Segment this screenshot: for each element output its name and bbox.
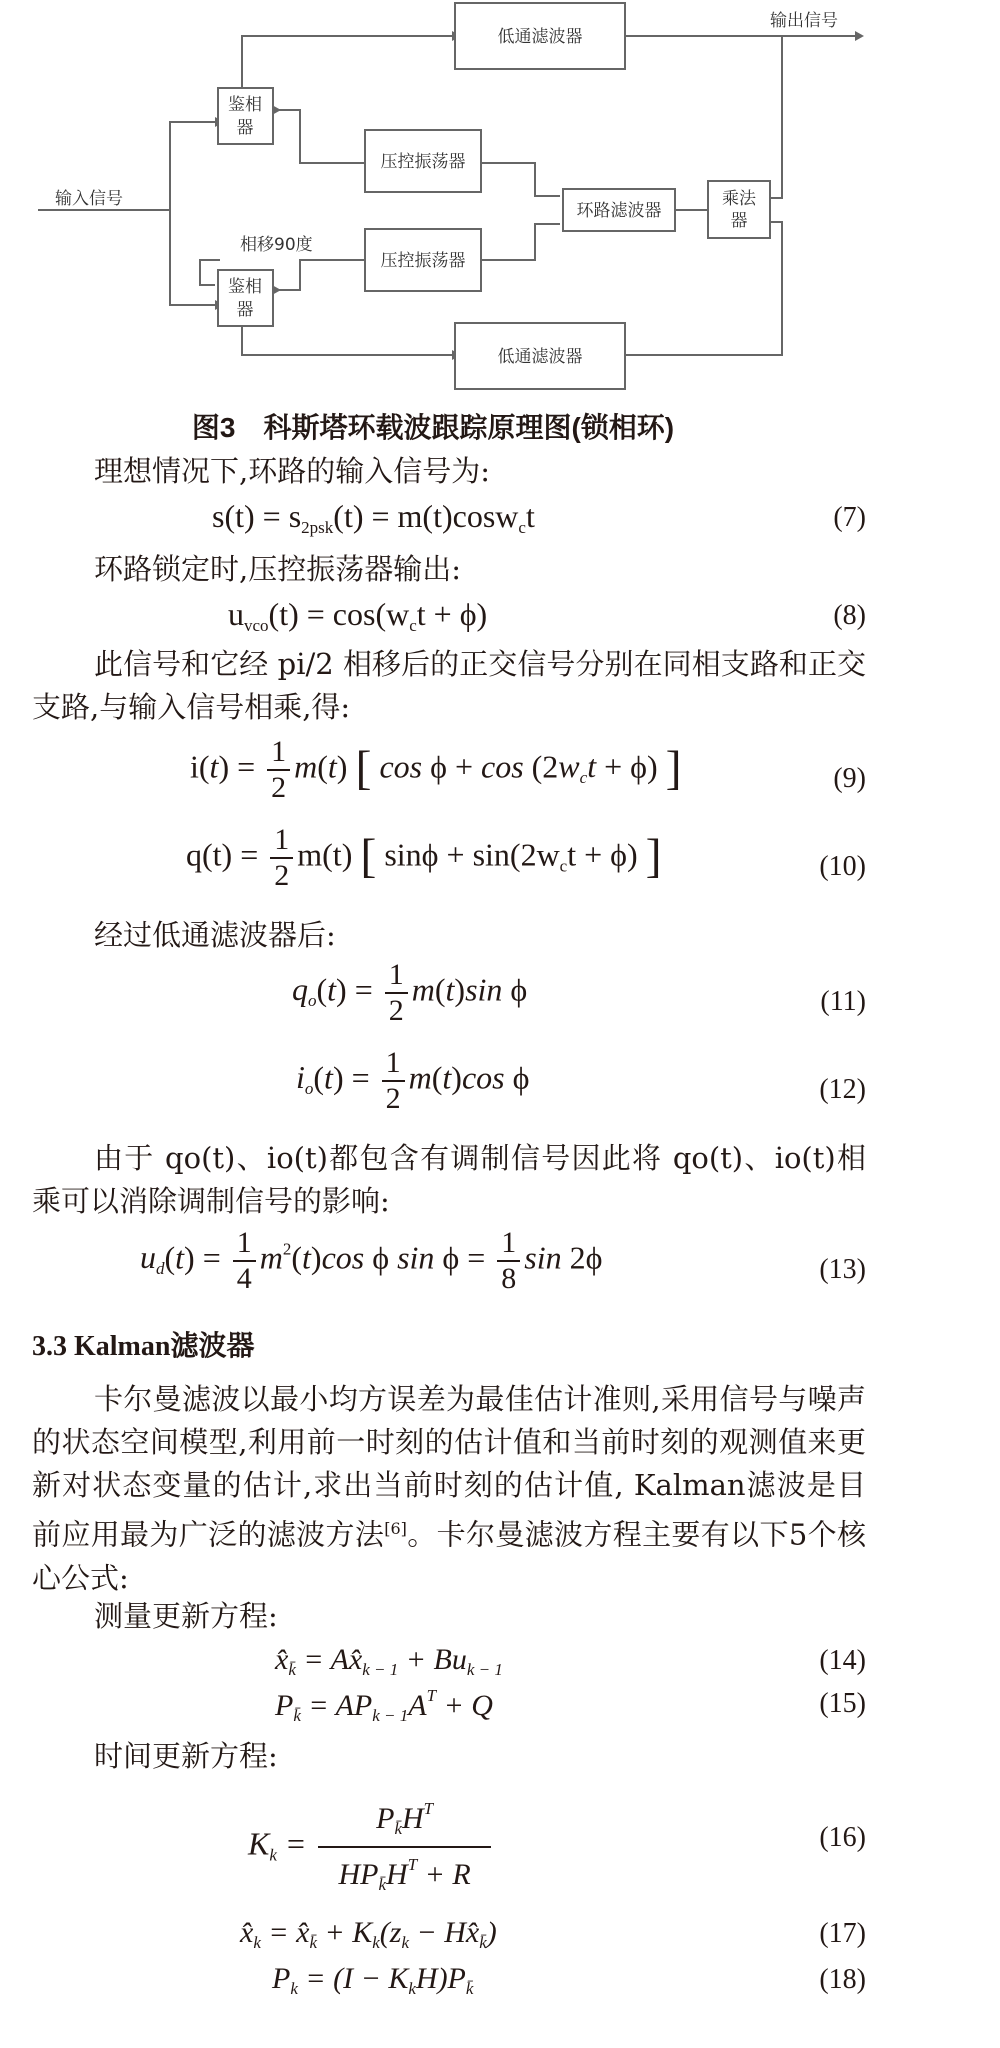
- equation-number: (9): [833, 763, 866, 794]
- equation-number: (18): [819, 1964, 866, 1995]
- paragraph-loop-locked: 环路锁定时,压控振荡器输出:: [94, 552, 461, 586]
- costas-loop-diagram: [0, 0, 866, 400]
- loop-filter-label: 环路滤波器: [576, 201, 662, 221]
- citation-ref: [6]: [384, 1519, 407, 1538]
- equation-number: (15): [819, 1688, 866, 1719]
- wire-loopfilter-to-vco-bottom: [482, 224, 560, 260]
- equation-18: $P_k = (I - K_kH)P_{k̄}$ (18): [272, 1962, 866, 1998]
- lpf-top-label: 低通滤波器: [497, 27, 583, 47]
- paragraph-kalman-intro: [32, 1378, 866, 1600]
- equation-17: $x̂_k$ = $x̂_{k̄} + K_k(z_k$ − $Hx̂_{k̄}$) (17): [240, 1916, 866, 1952]
- phase-detector-bottom-label-2: 器: [236, 300, 254, 320]
- wire-input-top: [170, 122, 215, 210]
- equation-7: $s(t) = s_{2psk}(t) = m(t)\cos w_ct$ (7): [212, 498, 866, 537]
- paragraph-quadrature: 此信号和它经 pi/2 相移后的正交信号分别在同相支路和正交支路,与输入信号相乘,得:: [32, 647, 866, 724]
- paragraph-ideal-input: 理想情况下,环路的输入信号为:: [94, 454, 490, 488]
- paragraph-multiply-remove: 由于 qo(t)、io(t)都包含有调制信号因此将 qo(t)、io(t)相乘可以消除调制信号的影响:: [32, 1141, 866, 1218]
- wire-pd-top-to-lpf: [242, 36, 452, 90]
- wire-lpf-bottom-to-mult: [622, 222, 782, 355]
- multiplier-label-2: 器: [730, 211, 748, 231]
- equation-number: (10): [819, 851, 866, 882]
- paragraph-time-update: 时间更新方程:: [94, 1739, 278, 1773]
- equation-13: $u_d(t)$ = $\frac{1}{4}$ $m^2(t)\cos$ ϕ sin ϕ = $\frac{1}{8}$ sin 2ϕ (13): [140, 1226, 866, 1295]
- multiplier-label-1: 乘法: [722, 189, 756, 209]
- equation-11: $q_o(t)$ = $\frac{1}{2}$ m(t)sin ϕ (11): [292, 958, 866, 1027]
- wire-loopfilter-to-vco-top: [482, 163, 560, 196]
- figure-caption: 图3 科斯塔环载波跟踪原理图(锁相环): [191, 412, 675, 443]
- equation-number: (8): [833, 600, 866, 631]
- section-heading: 3.3 Kalman滤波器: [32, 1331, 255, 1362]
- paragraph-after-lpf: 经过低通滤波器后:: [94, 918, 336, 952]
- equation-number: (7): [833, 502, 866, 533]
- arrowhead: [855, 31, 864, 41]
- equation-12: $i_o(t)$ = $\frac{1}{2}$ m(t)cos ϕ (12): [296, 1046, 866, 1115]
- equation-8: $u_{vco}(t) = \cos(w_ct + \phi)$ (8): [228, 596, 866, 635]
- equation-16: $K_k$ = $\frac{P_{k̄}H^T}{HP_{k̄}H^T + R}$ (16): [0, 1786, 1000, 1896]
- equation-number: (17): [819, 1918, 866, 1949]
- equation-15: $P_{k̄} = AP_{k - 1}A^T + Q$ (15): [275, 1686, 866, 1725]
- kalman-intro-tail: 。卡尔曼滤波方程主要有以下5个核心公式:: [32, 1517, 866, 1595]
- wire-vco-top-to-pd: [272, 110, 365, 163]
- wire-output-to-mult: [770, 36, 782, 198]
- lpf-bottom-label: 低通滤波器: [497, 347, 583, 367]
- equation-number: (12): [819, 1074, 866, 1105]
- input-signal-label: 输入信号: [55, 189, 123, 209]
- kalman-intro-text: 卡尔曼滤波以最小均方误差为最佳估计准则,采用信号与噪声的状态空间模型,利用前一时刻的估计值和当前时刻的观测值来更新对状态变量的估计,求出当前时刻的估计值, Kalman滤波是目前应用最为广泛的滤波方法: [32, 1382, 866, 1552]
- equation-10: q(t) = $\frac{1}{2}$ m(t) [ $\sin\phi + \sin(2w_ct + \phi)$ ] (10): [186, 823, 866, 892]
- paragraph-measurement-update: 测量更新方程:: [94, 1599, 278, 1633]
- wire-input-bottom: [170, 210, 215, 305]
- phase-detector-top-label-2: 器: [236, 118, 254, 138]
- phase-detector-top-label-1: 鉴相: [228, 95, 262, 115]
- equation-9: i(t) = $\frac{1}{2}$ m(t) [ $\cos \phi + \cos (2w_ct + \phi)$ ] (9): [190, 735, 866, 804]
- phase-detector-bottom-label-1: 鉴相: [228, 277, 262, 297]
- vco-bottom-label: 压控振荡器: [380, 251, 466, 271]
- phase-shift-label: 相移90度: [240, 235, 313, 255]
- equation-14: $x̂_{k̄}$ = $Ax̂_{k - 1} + Bu_{k - 1}$ (14): [275, 1643, 866, 1679]
- equation-number: (13): [819, 1254, 866, 1285]
- equation-number: (11): [820, 986, 866, 1017]
- wire-vco-bottom-to-pd: [272, 260, 365, 290]
- vco-top-label: 压控振荡器: [380, 152, 466, 172]
- output-signal-label: 输出信号: [770, 11, 838, 31]
- equation-number: (14): [819, 1645, 866, 1676]
- equation-number: (16): [819, 1822, 866, 1853]
